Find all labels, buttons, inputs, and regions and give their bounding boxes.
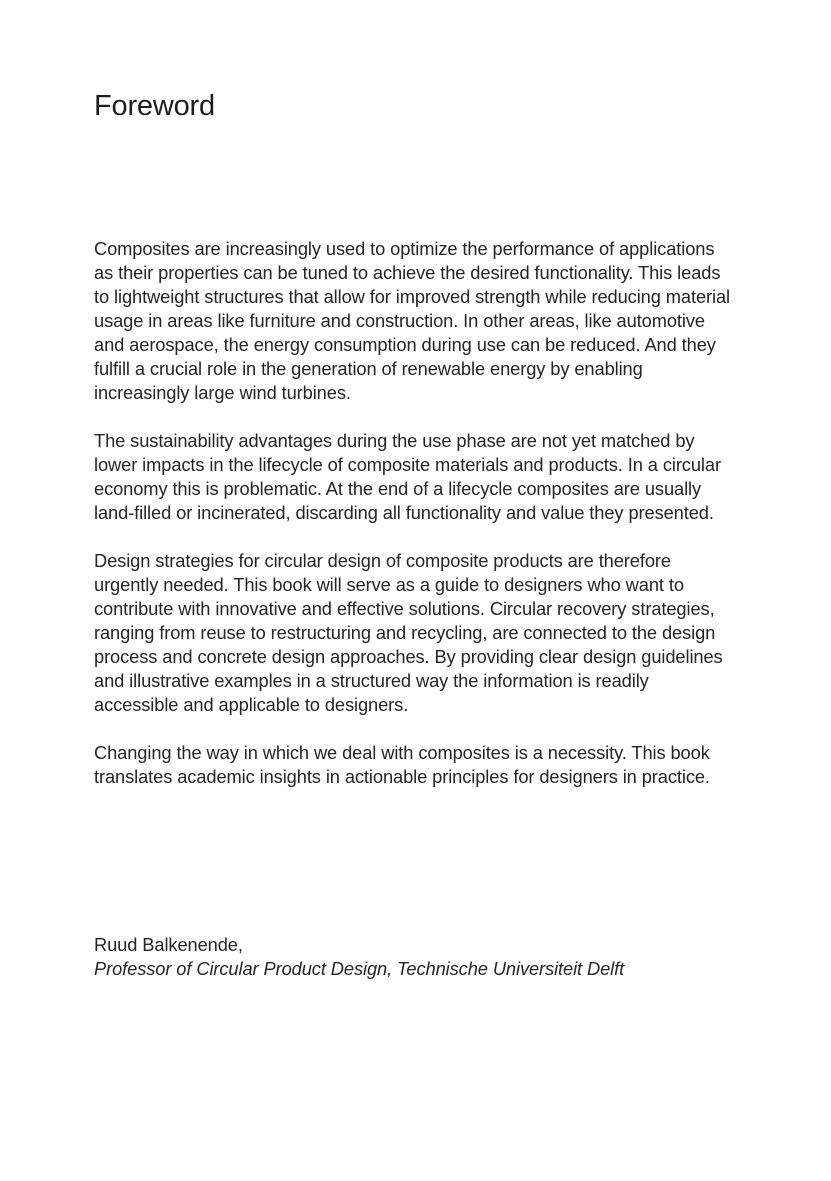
page-title: Foreword: [94, 90, 215, 122]
paragraph-1: Composites are increasingly used to optimize the performance of applications as their properties can be tuned to achieve the desired functionality. This leads to lightweight structures that allow for improved strength while reducing material usage in areas like furniture and construction. In other areas, like automotive and aerospace, the energy consumption during use can be reduced. And they fulfill a crucial role in the generation of renewable energy by enabling increasingly large wind turbines.: [94, 238, 731, 403]
signature-block: [94, 933, 754, 981]
paragraph-2: The sustainability advantages during the use phase are not yet matched by lower impacts in the lifecycle of composite materials and products. In a circular economy this is problematic. At the end of a lifecycle composites are usually land-filled or incinerated, discarding all functionality and value they presented.: [94, 430, 721, 523]
foreword-body: [94, 237, 736, 813]
paragraph-4: Changing the way in which we deal with composites is a necessity. This book translates academic insights in actionable principles for designers in practice.: [94, 742, 710, 787]
author-name: Ruud Balkenende,: [94, 934, 243, 955]
paragraph-3: Design strategies for circular design of composite products are therefore urgently needed. This book will serve as a guide to designers who want to contribute with innovative and effective solutions. Circular recovery strategies, ranging from reuse to restructuring and recycling, are connected to the design process and concrete design approaches. By providing clear design guidelines and illustrative examples in a structured way the information is readily accessible and applicable to designers.: [94, 550, 723, 715]
author-title: Professor of Circular Product Design, Technische Universiteit Delft: [94, 958, 625, 979]
